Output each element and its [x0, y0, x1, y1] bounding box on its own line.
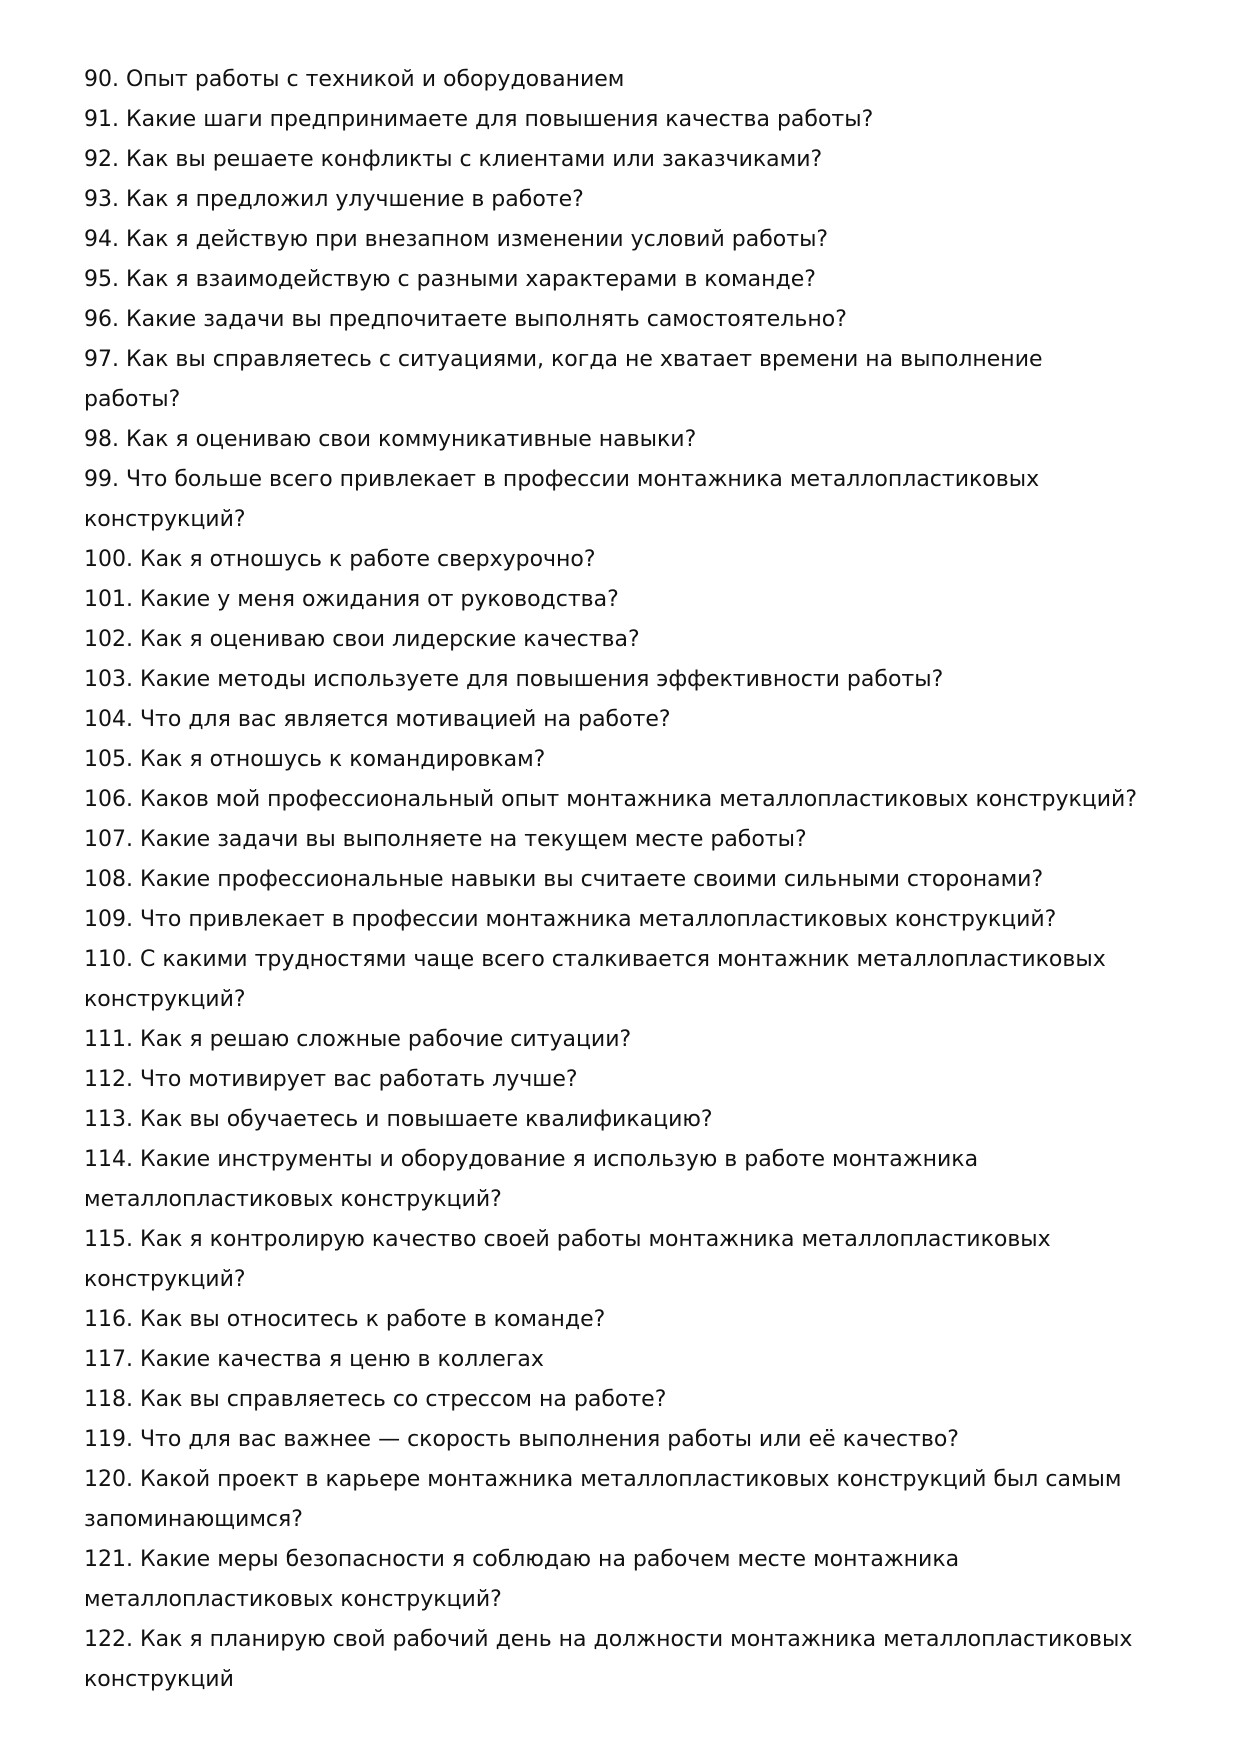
question-item: 111. Как я решаю сложные рабочие ситуации?	[84, 1027, 632, 1052]
question-item: 100. Как я отношусь к работе сверхурочно?	[84, 547, 596, 572]
question-item: 99. Что больше всего привлекает в профессии монтажника металлопластиковых конструкций?	[84, 467, 1040, 532]
question-item: 96. Какие задачи вы предпочитаете выполнять самостоятельно?	[84, 307, 847, 332]
question-item: 120. Какой проект в карьере монтажника металлопластиковых конструкций был самым запоминающимся?	[84, 1467, 1122, 1532]
question-item: 117. Какие качества я ценю в коллегах	[84, 1347, 544, 1372]
question-item: 113. Как вы обучаетесь и повышаете квалификацию?	[84, 1107, 713, 1132]
question-item: 105. Как я отношусь к командировкам?	[84, 747, 546, 772]
question-item: 93. Как я предложил улучшение в работе?	[84, 187, 584, 212]
question-item: 114. Какие инструменты и оборудование я использую в работе монтажника металлопластиковых конструкций?	[84, 1147, 979, 1212]
question-item: 102. Как я оцениваю свои лидерские качества?	[84, 627, 640, 652]
question-item: 104. Что для вас является мотивацией на работе?	[84, 707, 671, 732]
question-item: 119. Что для вас важнее — скорость выполнения работы или её качество?	[84, 1427, 959, 1452]
question-item: 94. Как я действую при внезапном изменении условий работы?	[84, 227, 829, 252]
question-item: 91. Какие шаги предпринимаете для повышения качества работы?	[84, 107, 874, 132]
question-item: 116. Как вы относитесь к работе в команде?	[84, 1307, 606, 1332]
question-item: 118. Как вы справляетесь со стрессом на работе?	[84, 1387, 667, 1412]
question-item: 109. Что привлекает в профессии монтажника металлопластиковых конструкций?	[84, 907, 1057, 932]
question-item: 95. Как я взаимодействую с разными характерами в команде?	[84, 267, 816, 292]
question-item: 108. Какие профессиональные навыки вы считаете своими сильными сторонами?	[84, 867, 1044, 892]
question-list	[84, 60, 1139, 1700]
question-item: 101. Какие у меня ожидания от руководства?	[84, 587, 619, 612]
question-item: 103. Какие методы используете для повышения эффективности работы?	[84, 667, 944, 692]
question-item: 112. Что мотивирует вас работать лучше?	[84, 1067, 578, 1092]
question-item: 115. Как я контролирую качество своей работы монтажника металлопластиковых конструкций?	[84, 1227, 1051, 1292]
question-item: 98. Как я оцениваю свои коммуникативные навыки?	[84, 427, 697, 452]
question-item: 97. Как вы справляетесь с ситуациями, когда не хватает времени на выполнение работы?	[84, 347, 1043, 412]
question-item: 110. С какими трудностями чаще всего сталкивается монтажник металлопластиковых конструкций?	[84, 947, 1106, 1012]
question-item: 107. Какие задачи вы выполняете на текущем месте работы?	[84, 827, 807, 852]
question-item: 121. Какие меры безопасности я соблюдаю на рабочем месте монтажника металлопластиковых конструкций?	[84, 1547, 960, 1612]
question-item: 122. Как я планирую свой рабочий день на должности монтажника металлопластиковых конструкций	[84, 1627, 1133, 1692]
question-item: 92. Как вы решаете конфликты с клиентами или заказчиками?	[84, 147, 823, 172]
question-item: 90. Опыт работы с техникой и оборудованием	[84, 67, 625, 92]
question-item: 106. Каков мой профессиональный опыт монтажника металлопластиковых конструкций?	[84, 787, 1138, 812]
